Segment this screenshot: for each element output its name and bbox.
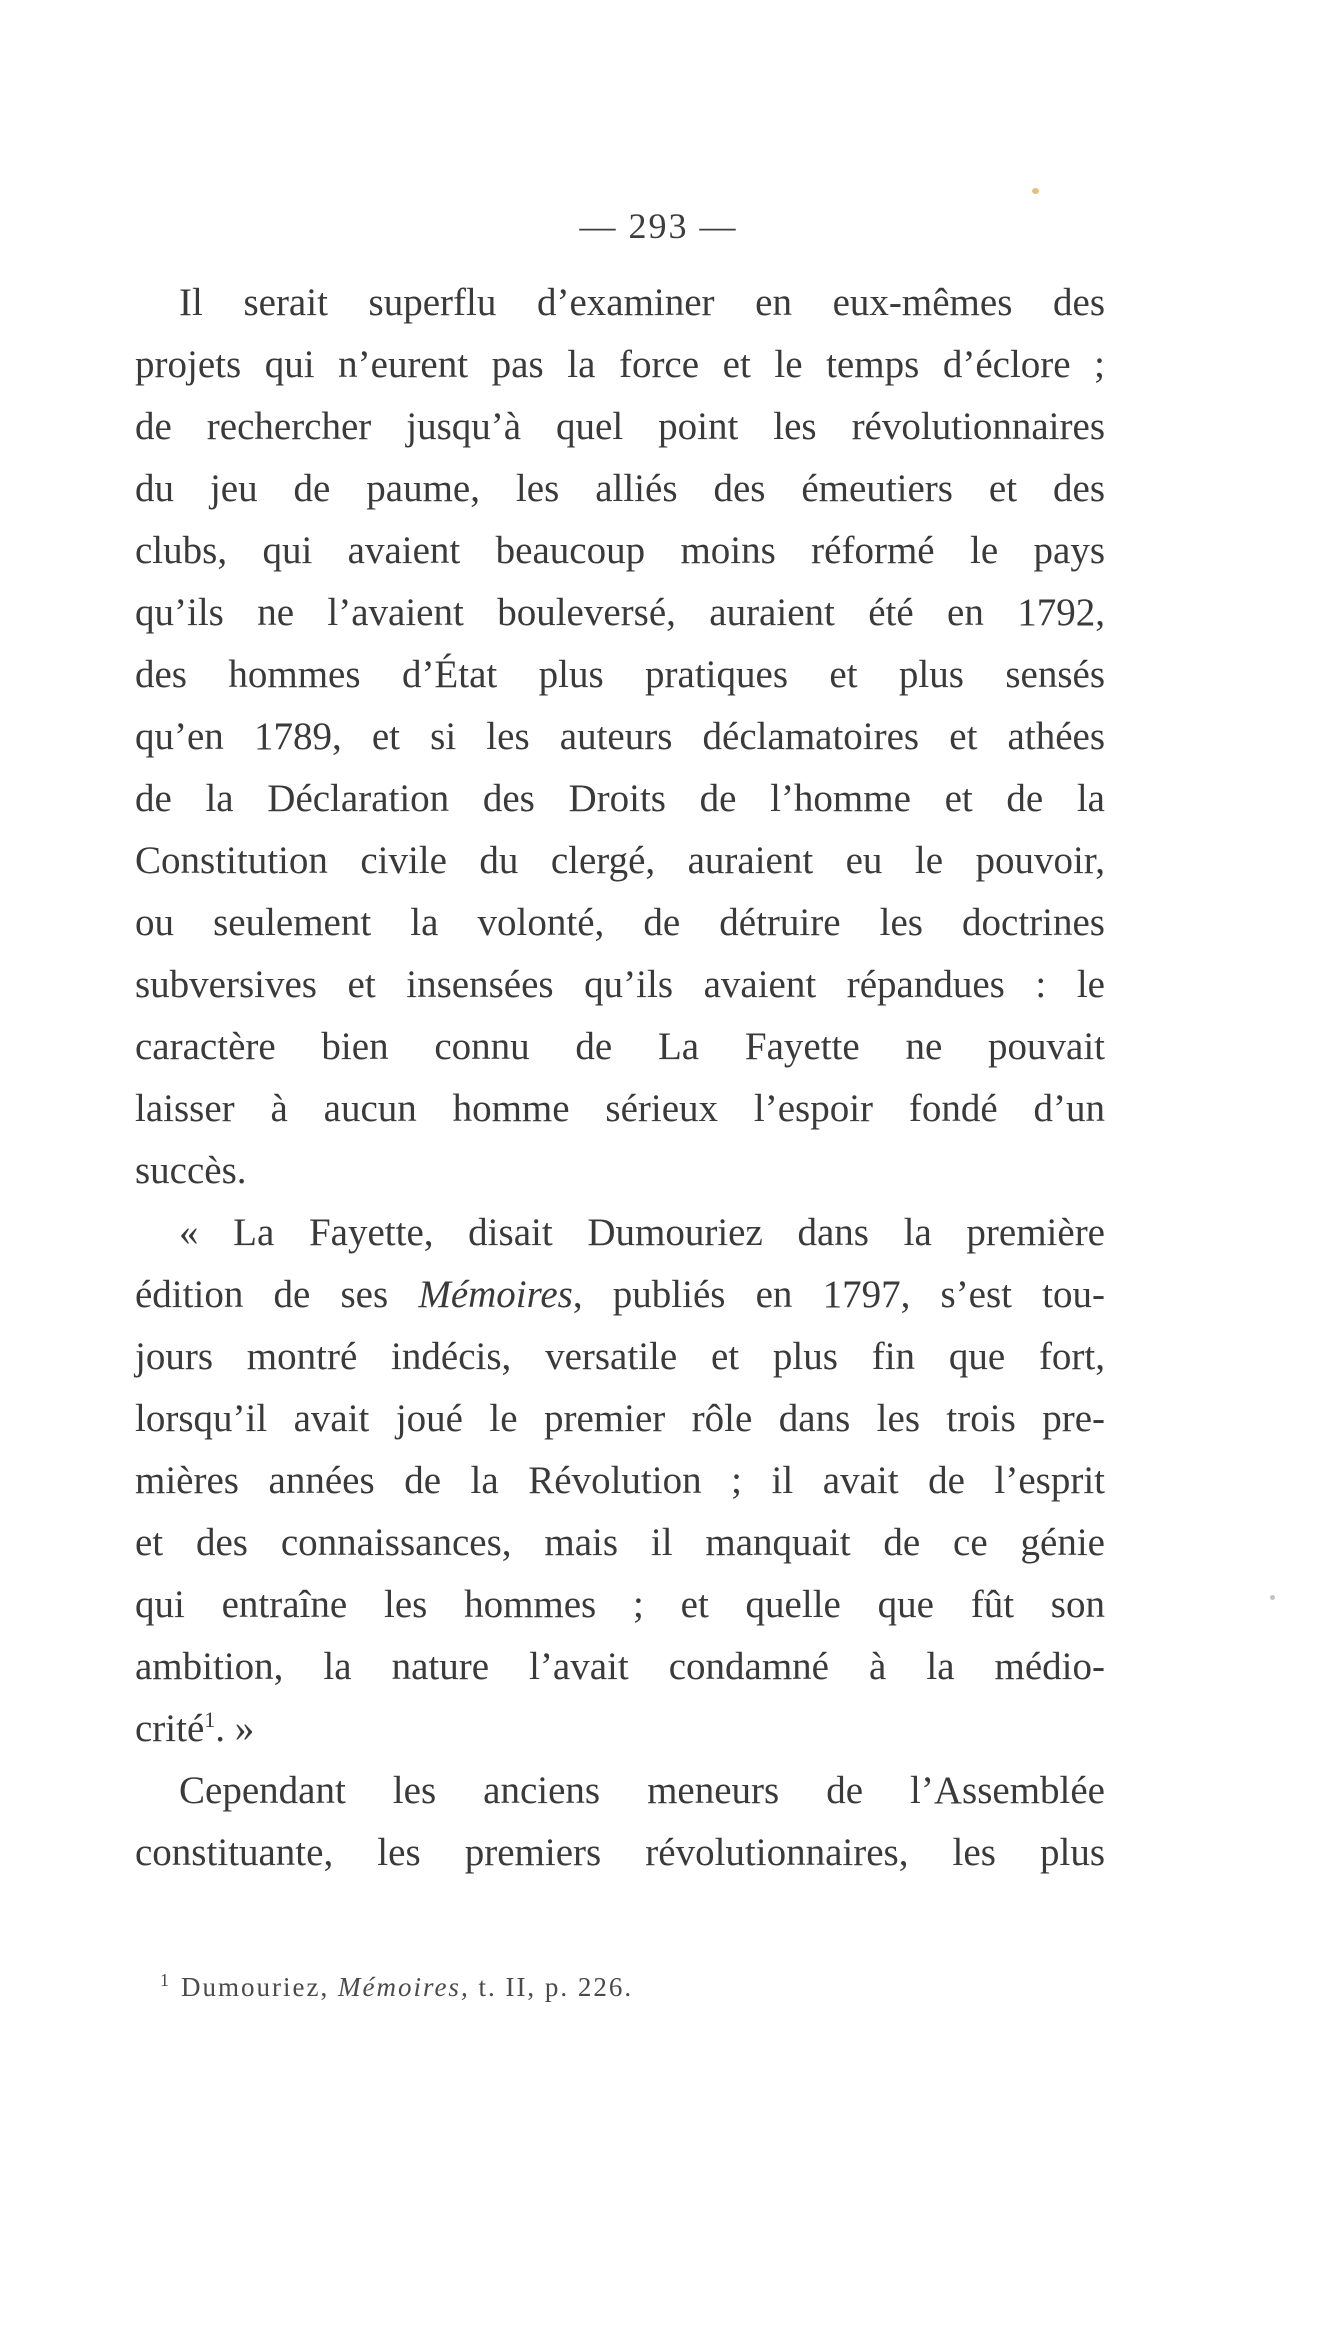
- text-line: Il serait superflu d’examiner en eux-mêmes des: [179, 281, 1105, 324]
- text-line: ambition, la nature l’avait condamné à la médio-: [135, 1645, 1105, 1688]
- footnote-author: Dumouriez,: [181, 1972, 330, 2002]
- text-line: Constitution civile du clergé, auraient eu le pouvoir,: [135, 839, 1105, 882]
- text-line: du jeu de paume, les alliés des émeutiers et des: [135, 467, 1105, 510]
- paper-speck: [1032, 188, 1039, 194]
- text-line: succès.: [135, 1149, 247, 1192]
- footnote-mark: 1: [160, 1970, 171, 1990]
- text-line: de rechercher jusqu’à quel point les révolutionnaires: [135, 405, 1105, 448]
- footnote-reference[interactable]: 1: [204, 1707, 216, 1732]
- footnote-ref: t. II, p. 226.: [478, 1972, 634, 2002]
- page-number: — 293 —: [579, 206, 738, 246]
- text-line: jours montré indécis, versatile et plus fin que fort,: [135, 1335, 1105, 1378]
- text-line: constituante, les premiers révolutionnaires, les plus: [135, 1831, 1105, 1874]
- text-line: laisser à aucun homme sérieux l’espoir fondé d’un: [135, 1087, 1105, 1130]
- text-line: et des connaissances, mais il manquait de ce génie: [135, 1521, 1105, 1564]
- text-line: caractère bien connu de La Fayette ne pouvait: [135, 1025, 1105, 1068]
- text-line: qu’en 1789, et si les auteurs déclamatoires et athées: [135, 715, 1105, 758]
- text-line-with-footnote-ref: crité$^1$. »: [135, 1707, 255, 1750]
- text-line: lorsqu’il avait joué le premier rôle dans les trois pre-: [135, 1397, 1105, 1440]
- text-line: Cependant les anciens meneurs de l’Assemblée: [179, 1769, 1105, 1812]
- text-line: clubs, qui avaient beaucoup moins réformé le pays: [135, 529, 1105, 572]
- text-line: des hommes d’État plus pratiques et plus sensés: [135, 653, 1105, 696]
- text-line: subversives et insensées qu’ils avaient répandues : le: [135, 963, 1105, 1006]
- paper-speck: [1270, 1595, 1275, 1600]
- text-line: qu’ils ne l’avaient bouleversé, auraient été en 1792,: [135, 591, 1105, 634]
- footnote: [160, 1972, 633, 2003]
- italic-title: Mémoires: [418, 1273, 573, 1316]
- text-line: mières années de la Révolution ; il avait de l’esprit: [135, 1459, 1105, 1502]
- text-line-with-italic: édition de ses Mémoires, publiés en 1797, s’est tou-: [135, 1273, 1106, 1316]
- text-line: qui entraîne les hommes ; et quelle que fût son: [135, 1583, 1105, 1626]
- text-line: de la Déclaration des Droits de l’homme et de la: [135, 777, 1105, 820]
- text-line: « La Fayette, disait Dumouriez dans la première: [179, 1211, 1105, 1254]
- body-text: [135, 272, 1105, 1884]
- text-line: projets qui n’eurent pas la force et le temps d’éclore ;: [135, 343, 1105, 386]
- footnote-title: Mémoires,: [337, 1972, 470, 2002]
- text-line: ou seulement la volonté, de détruire les doctrines: [135, 901, 1105, 944]
